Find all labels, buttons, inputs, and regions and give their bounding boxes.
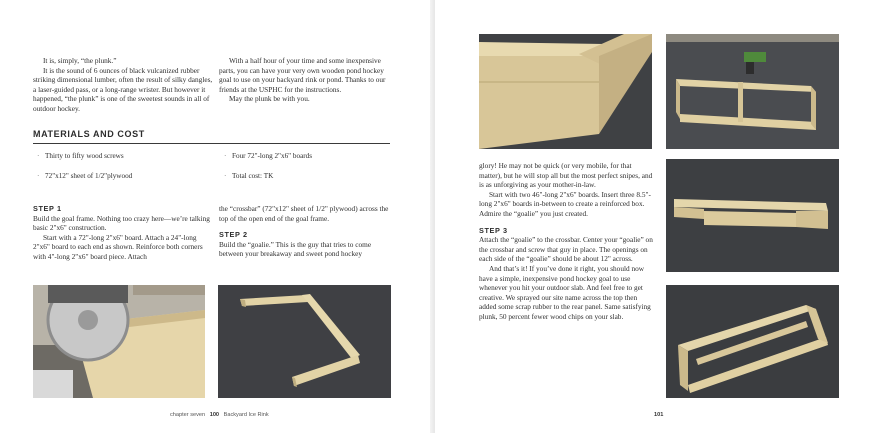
materials-item bbox=[224, 152, 312, 161]
bullet-icon: · bbox=[37, 152, 40, 160]
intro-column-2 bbox=[219, 56, 392, 104]
step-heading: STEP 2 bbox=[219, 230, 248, 240]
page-footer bbox=[654, 412, 663, 418]
materials-item-label: Thirty to fifty wood screws bbox=[45, 152, 124, 160]
materials-item bbox=[37, 172, 132, 181]
materials-heading: MATERIALS AND COST bbox=[33, 129, 145, 139]
materials-item bbox=[37, 152, 124, 161]
right-column-text bbox=[479, 161, 655, 322]
materials-item-label: Four 72"-long 2"x6" boards bbox=[232, 152, 313, 160]
bullet-icon: · bbox=[224, 152, 227, 160]
intro-paragraph: May the plunk be with you. bbox=[229, 94, 310, 104]
goalie-on-crossbar-photo bbox=[666, 159, 839, 272]
step-text: Build the goal frame. Nothing too crazy here—we’re talking basic 2"x6" construction. bbox=[33, 213, 210, 233]
materials-item-label: Total cost: TK bbox=[232, 172, 274, 180]
step2-column bbox=[219, 204, 395, 259]
intro-paragraph: With a half hour of your time and some inexpensive parts, you can have your very own wooden pond hockey goal to use on your backyard rink or pond. Thanks to our friends at the USPHC for the instructions. bbox=[219, 56, 386, 94]
step-text: the “crossbar” (72"x12" sheet of 1/2" plywood) across the top of the open end of the goal frame. bbox=[219, 204, 389, 223]
footer-page-number: 100 bbox=[209, 412, 220, 418]
goalie-box-photo bbox=[666, 34, 839, 149]
page-footer bbox=[170, 412, 269, 418]
body-paragraph: Start with two 46"-long 2"x6" boards. Insert three 8.5"-long 2"x6" boards in-between to create a reinforced box. Admire the “goalie” you just created. bbox=[479, 189, 651, 218]
intro-paragraph: It is the sound of 6 ounces of black vulcanized rubber striking dimensional lumber, often the result of silky dangles, a laser-guided pass, or a long-range wrister. But however it happened, “the plunk” is one of the sweetest sounds in all of outdoor hockey. bbox=[33, 65, 213, 113]
footer-chapter: chapter seven bbox=[170, 412, 206, 418]
left-page bbox=[0, 0, 434, 433]
step-text: Build the “goalie.” This is the guy that tries to come between your breakaway and sweet pond hockey bbox=[219, 239, 372, 259]
step-text: And that’s it! If you’ve done it right, you should now have a simple, inexpensive pond hockey goal to use whenever you hit your outdoor slab. And feel free to get creative. We sprayed our site name across the top then added some scrap rubber to the rear panel. Same satisfying plunk, 50 percent fewer wood chips on your slab. bbox=[479, 263, 651, 321]
body-paragraph: glory! He may not be quick (or very mobile, for that matter), but he will stop all but the most perfect snipes, and is as unforgiving as your mother-in-law. bbox=[479, 161, 653, 190]
bullet-icon: · bbox=[224, 172, 227, 180]
step-heading: STEP 3 bbox=[479, 225, 508, 235]
intro-column-1 bbox=[33, 56, 213, 114]
step-text: Attach the “goalie” to the crossbar. Center your “goalie” on the crossbar and screw that guy in place. The openings on each side of the “goalie” should be about 12" across. bbox=[479, 235, 653, 264]
bullet-icon: · bbox=[37, 172, 40, 180]
right-page bbox=[435, 0, 869, 433]
materials-item bbox=[224, 172, 273, 181]
step-heading: STEP 1 bbox=[33, 204, 62, 213]
footer-title: Backyard Ice Rink bbox=[223, 412, 269, 418]
finished-goal-photo bbox=[666, 285, 839, 398]
step1-column bbox=[33, 204, 213, 262]
materials-item-label: 72"x12" sheet of 1/2"plywood bbox=[45, 172, 133, 180]
frame-corner-photo bbox=[479, 34, 652, 149]
goal-frame-photo bbox=[218, 285, 391, 398]
step-text: Start with a 72"-long 2"x6" board. Attach a 24"-long 2"x6" board to each end as shown. Reinforce both corners with 4"-long 2"x6" board piece. Attach bbox=[33, 232, 203, 261]
footer-page-number: 101 bbox=[654, 412, 664, 418]
saw-cutting-photo bbox=[33, 285, 205, 398]
intro-paragraph: It is, simply, “the plunk.” bbox=[43, 56, 117, 65]
section-rule bbox=[33, 143, 390, 144]
